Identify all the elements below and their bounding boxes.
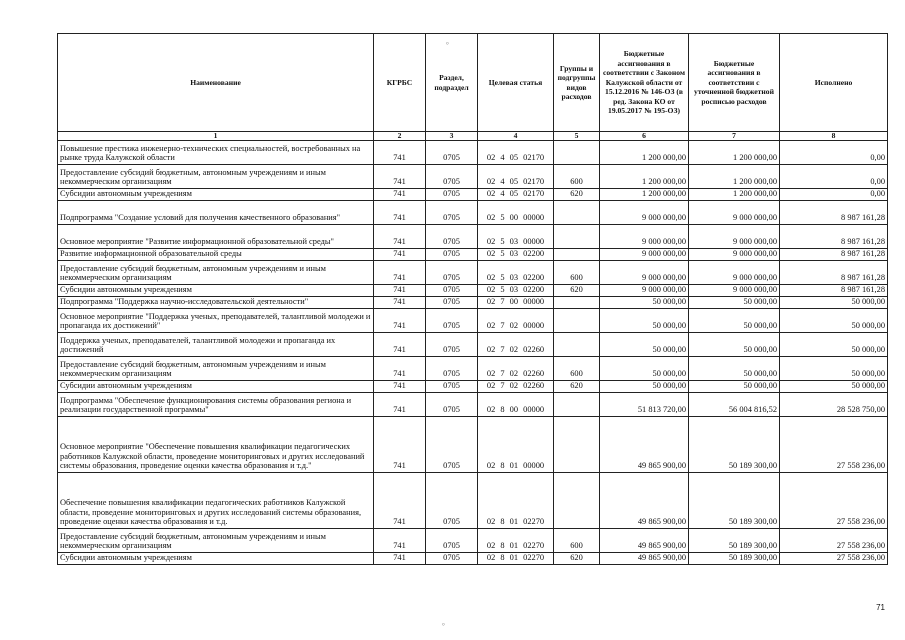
cell-refined: 50 000,00 [689, 333, 780, 357]
cell-section: 0705 [426, 529, 478, 553]
column-number: 8 [780, 132, 888, 141]
column-number: 5 [554, 132, 600, 141]
cell-law: 49 865 900,00 [600, 529, 689, 553]
cell-kgrbs: 741 [374, 189, 426, 201]
cell-kgrbs: 741 [374, 261, 426, 285]
cell-kgrbs: 741 [374, 297, 426, 309]
cell-law: 50 000,00 [600, 333, 689, 357]
table-row [58, 141, 888, 165]
cell-kgrbs: 741 [374, 141, 426, 165]
cell-kgrbs: 741 [374, 381, 426, 393]
header-kgrbs: КГРБС [374, 34, 426, 132]
cell-name: Развитие информационной образовательной среды [58, 249, 374, 261]
cell-law: 50 000,00 [600, 381, 689, 393]
cell-name: Предоставление субсидий бюджетным, автономным учреждениям и иным некоммерческим организациям [58, 529, 374, 553]
cell-group: 600 [554, 357, 600, 381]
cell-refined: 50 000,00 [689, 381, 780, 393]
cell-group [554, 309, 600, 333]
cell-kgrbs: 741 [374, 473, 426, 529]
cell-group [554, 201, 600, 225]
cell-executed: 27 558 236,00 [780, 553, 888, 565]
cell-name: Предоставление субсидий бюджетным, автономным учреждениям и иным некоммерческим организациям [58, 165, 374, 189]
table-row [58, 381, 888, 393]
cell-section: 0705 [426, 201, 478, 225]
cell-name: Субсидии автономным учреждениям [58, 381, 374, 393]
cell-group: 620 [554, 285, 600, 297]
cell-kgrbs: 741 [374, 201, 426, 225]
header-row [58, 34, 888, 132]
cell-law: 49 865 900,00 [600, 417, 689, 473]
cell-refined: 50 189 300,00 [689, 417, 780, 473]
column-number: 2 [374, 132, 426, 141]
cell-refined: 50 000,00 [689, 309, 780, 333]
cell-law: 50 000,00 [600, 357, 689, 381]
cell-section: 0705 [426, 553, 478, 565]
cell-section: 0705 [426, 357, 478, 381]
cell-target: 02 4 05 02170 [478, 165, 554, 189]
scan-mark: ° [446, 41, 449, 49]
header-refined: Бюджетные ассигнования в соответствии с уточненной бюджетной росписью расходов [689, 34, 780, 132]
table-row [58, 189, 888, 201]
cell-kgrbs: 741 [374, 285, 426, 297]
scan-mark: ° [442, 622, 445, 630]
cell-executed: 50 000,00 [780, 309, 888, 333]
cell-name: Подпрограмма "Обеспечение функционирования системы образования региона и реализации государственной программы" [58, 393, 374, 417]
cell-executed: 8 987 161,28 [780, 285, 888, 297]
cell-law: 1 200 000,00 [600, 189, 689, 201]
cell-name: Субсидии автономным учреждениям [58, 553, 374, 565]
cell-target: 02 5 00 00000 [478, 201, 554, 225]
cell-law: 9 000 000,00 [600, 261, 689, 285]
table-row [58, 417, 888, 473]
cell-target: 02 8 01 02270 [478, 473, 554, 529]
cell-section: 0705 [426, 297, 478, 309]
cell-executed: 50 000,00 [780, 357, 888, 381]
table-row [58, 333, 888, 357]
table-row [58, 553, 888, 565]
cell-target: 02 4 05 02170 [478, 141, 554, 165]
table-row [58, 285, 888, 297]
cell-kgrbs: 741 [374, 333, 426, 357]
cell-group: 600 [554, 529, 600, 553]
cell-refined: 9 000 000,00 [689, 261, 780, 285]
cell-group: 600 [554, 261, 600, 285]
cell-executed: 8 987 161,28 [780, 225, 888, 249]
cell-kgrbs: 741 [374, 249, 426, 261]
cell-name: Субсидии автономным учреждениям [58, 285, 374, 297]
cell-name: Основное мероприятие "Поддержка ученых, преподавателей, талантливой молодежи и пропаганда их достижений" [58, 309, 374, 333]
table-row [58, 225, 888, 249]
column-number: 3 [426, 132, 478, 141]
cell-name: Повышение престижа инженерно-технических специальностей, востребованных на рынке труда Калужской области [58, 141, 374, 165]
cell-law: 1 200 000,00 [600, 141, 689, 165]
cell-target: 02 8 01 02270 [478, 553, 554, 565]
cell-refined: 50 189 300,00 [689, 473, 780, 529]
cell-executed: 8 987 161,28 [780, 201, 888, 225]
cell-target: 02 7 00 00000 [478, 297, 554, 309]
column-number: 4 [478, 132, 554, 141]
cell-section: 0705 [426, 473, 478, 529]
cell-law: 49 865 900,00 [600, 553, 689, 565]
cell-group: 620 [554, 189, 600, 201]
cell-group [554, 473, 600, 529]
column-number-row [58, 132, 888, 141]
cell-section: 0705 [426, 141, 478, 165]
header-section: Раздел, подраздел [426, 34, 478, 132]
cell-target: 02 7 02 00000 [478, 309, 554, 333]
cell-law: 51 813 720,00 [600, 393, 689, 417]
table-row [58, 165, 888, 189]
cell-group [554, 225, 600, 249]
header-groups: Группы и подгруппы видов расходов [554, 34, 600, 132]
cell-kgrbs: 741 [374, 309, 426, 333]
cell-group [554, 297, 600, 309]
table-row [58, 201, 888, 225]
cell-target: 02 4 05 02170 [478, 189, 554, 201]
cell-executed: 27 558 236,00 [780, 473, 888, 529]
cell-name: Поддержка ученых, преподавателей, талантливой молодежи и пропаганда их достижений [58, 333, 374, 357]
cell-refined: 9 000 000,00 [689, 249, 780, 261]
cell-law: 49 865 900,00 [600, 473, 689, 529]
cell-executed: 50 000,00 [780, 381, 888, 393]
cell-executed: 0,00 [780, 141, 888, 165]
cell-executed: 0,00 [780, 165, 888, 189]
column-number: 6 [600, 132, 689, 141]
budget-sheet [57, 33, 887, 565]
cell-kgrbs: 741 [374, 165, 426, 189]
cell-target: 02 8 01 02270 [478, 529, 554, 553]
cell-section: 0705 [426, 393, 478, 417]
cell-executed: 50 000,00 [780, 297, 888, 309]
cell-refined: 1 200 000,00 [689, 165, 780, 189]
cell-group [554, 141, 600, 165]
cell-section: 0705 [426, 189, 478, 201]
cell-refined: 50 000,00 [689, 357, 780, 381]
cell-refined: 1 200 000,00 [689, 189, 780, 201]
cell-executed: 28 528 750,00 [780, 393, 888, 417]
cell-refined: 9 000 000,00 [689, 225, 780, 249]
cell-law: 9 000 000,00 [600, 201, 689, 225]
cell-executed: 8 987 161,28 [780, 249, 888, 261]
cell-section: 0705 [426, 417, 478, 473]
cell-executed: 27 558 236,00 [780, 529, 888, 553]
cell-name: Основное мероприятие "Обеспечение повышения квалификации педагогических работников Калужской области, проведение мониторинговых и других исследований системы образования, проведение оценки качества образования и т.д." [58, 417, 374, 473]
cell-law: 9 000 000,00 [600, 249, 689, 261]
cell-executed: 27 558 236,00 [780, 417, 888, 473]
table-row [58, 297, 888, 309]
table-row [58, 309, 888, 333]
header-name: Наименование [58, 34, 374, 132]
budget-table [57, 33, 888, 565]
cell-target: 02 5 03 02200 [478, 249, 554, 261]
header-target: Целевая статья [478, 34, 554, 132]
cell-name: Обеспечение повышения квалификации педагогических работников Калужской области, проведение мониторинговых и других исследований системы образования, проведение оценки качества образования и т.д. [58, 473, 374, 529]
cell-name: Подпрограмма "Поддержка научно-исследовательской деятельности" [58, 297, 374, 309]
table-row [58, 473, 888, 529]
cell-kgrbs: 741 [374, 417, 426, 473]
header-executed: Исполнено [780, 34, 888, 132]
cell-group [554, 393, 600, 417]
cell-section: 0705 [426, 285, 478, 297]
cell-group: 620 [554, 553, 600, 565]
table-row [58, 261, 888, 285]
cell-group: 600 [554, 165, 600, 189]
cell-section: 0705 [426, 333, 478, 357]
cell-executed: 0,00 [780, 189, 888, 201]
table-row [58, 357, 888, 381]
cell-section: 0705 [426, 225, 478, 249]
cell-kgrbs: 741 [374, 393, 426, 417]
cell-executed: 50 000,00 [780, 333, 888, 357]
cell-target: 02 7 02 02260 [478, 333, 554, 357]
table-row [58, 249, 888, 261]
cell-kgrbs: 741 [374, 529, 426, 553]
column-number: 7 [689, 132, 780, 141]
cell-section: 0705 [426, 249, 478, 261]
table-row [58, 529, 888, 553]
cell-refined: 50 000,00 [689, 297, 780, 309]
cell-target: 02 5 03 02200 [478, 285, 554, 297]
cell-kgrbs: 741 [374, 225, 426, 249]
cell-target: 02 7 02 02260 [478, 357, 554, 381]
cell-group [554, 417, 600, 473]
cell-refined: 50 189 300,00 [689, 553, 780, 565]
cell-target: 02 8 00 00000 [478, 393, 554, 417]
cell-group [554, 249, 600, 261]
cell-target: 02 7 02 02260 [478, 381, 554, 393]
cell-law: 9 000 000,00 [600, 285, 689, 297]
cell-refined: 1 200 000,00 [689, 141, 780, 165]
cell-section: 0705 [426, 165, 478, 189]
cell-refined: 9 000 000,00 [689, 201, 780, 225]
cell-section: 0705 [426, 381, 478, 393]
cell-target: 02 5 03 02200 [478, 261, 554, 285]
cell-kgrbs: 741 [374, 553, 426, 565]
cell-section: 0705 [426, 261, 478, 285]
table-row [58, 393, 888, 417]
cell-law: 1 200 000,00 [600, 165, 689, 189]
cell-group: 620 [554, 381, 600, 393]
cell-name: Предоставление субсидий бюджетным, автономным учреждениям и иным некоммерческим организациям [58, 261, 374, 285]
cell-law: 50 000,00 [600, 297, 689, 309]
column-number: 1 [58, 132, 374, 141]
cell-refined: 9 000 000,00 [689, 285, 780, 297]
header-law: Бюджетные ассигнования в соответствии с Законом Калужской области от 15.12.2016 № 146-ОЗ (в ред. Закона КО от 19.05.2017 № 195-ОЗ) [600, 34, 689, 132]
cell-refined: 50 189 300,00 [689, 529, 780, 553]
cell-name: Субсидии автономным учреждениям [58, 189, 374, 201]
cell-name: Предоставление субсидий бюджетным, автономным учреждениям и иным некоммерческим организациям [58, 357, 374, 381]
cell-section: 0705 [426, 309, 478, 333]
cell-refined: 56 004 816,52 [689, 393, 780, 417]
cell-group [554, 333, 600, 357]
cell-law: 50 000,00 [600, 309, 689, 333]
cell-target: 02 5 03 00000 [478, 225, 554, 249]
cell-law: 9 000 000,00 [600, 225, 689, 249]
cell-name: Подпрограмма "Создание условий для получения качественного образования" [58, 201, 374, 225]
cell-kgrbs: 741 [374, 357, 426, 381]
page-number: 71 [876, 603, 885, 612]
cell-executed: 8 987 161,28 [780, 261, 888, 285]
cell-target: 02 8 01 00000 [478, 417, 554, 473]
table-body [58, 141, 888, 565]
cell-name: Основное мероприятие "Развитие информационной образовательной среды" [58, 225, 374, 249]
